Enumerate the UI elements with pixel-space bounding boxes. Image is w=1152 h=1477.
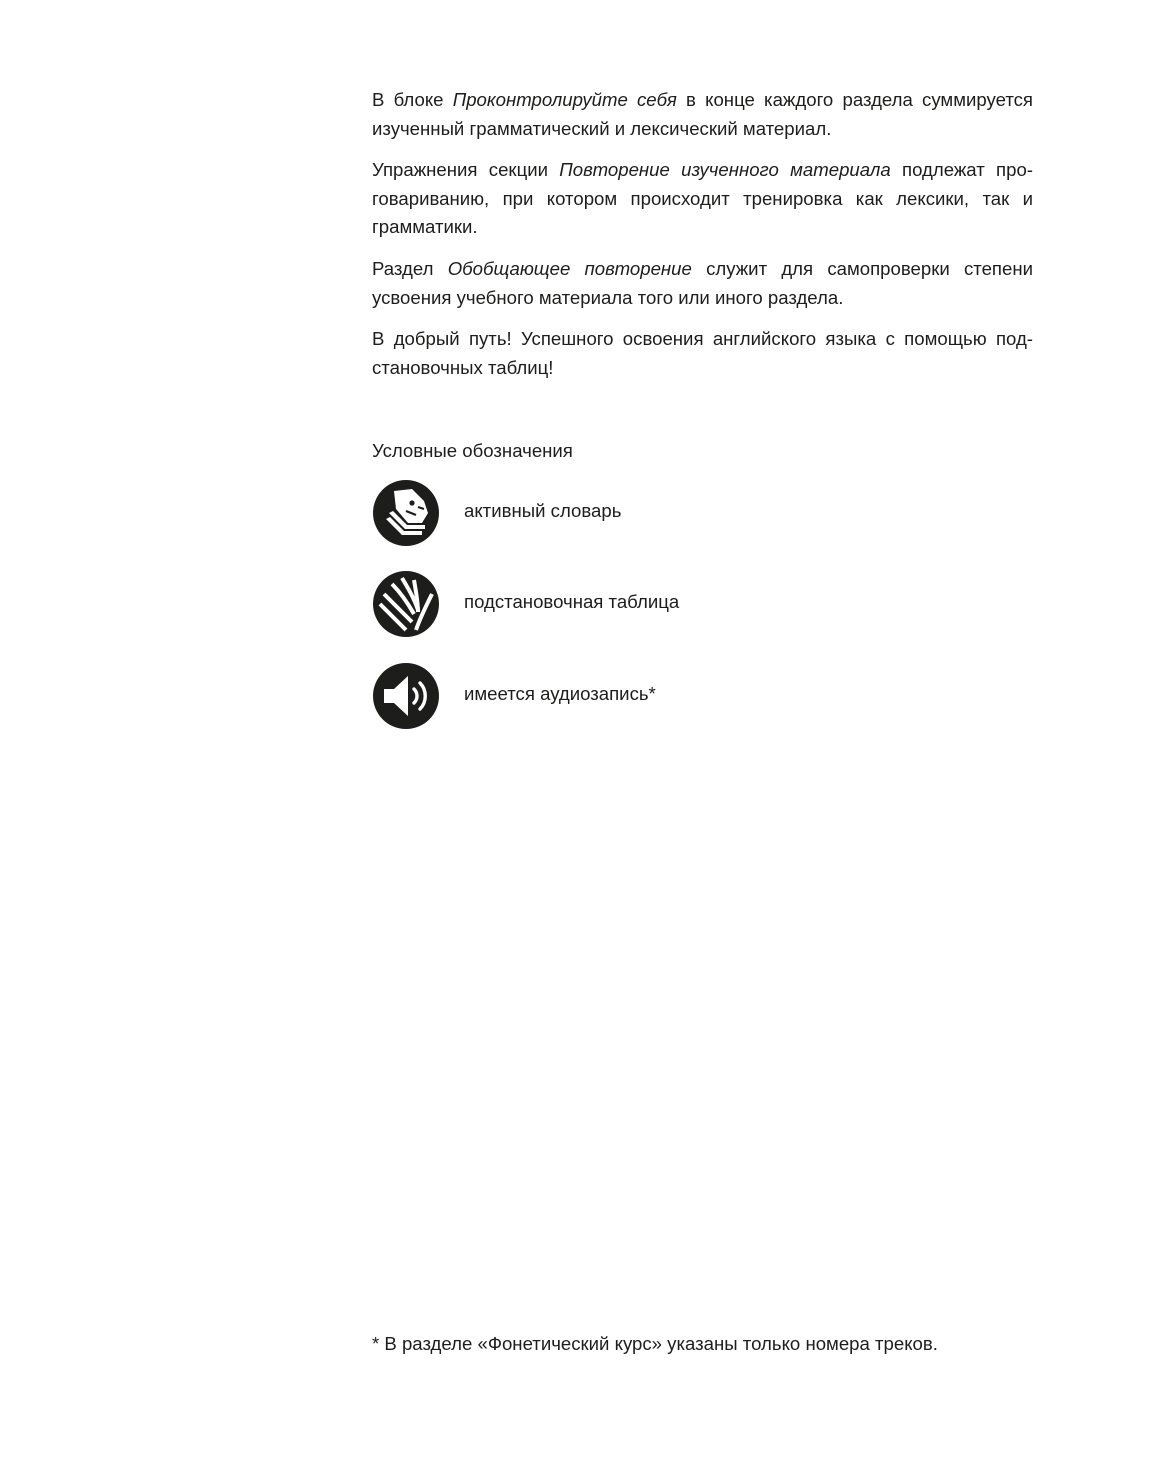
footnote: * В разделе «Фонетический курс» указаны только номера треков. [372,1333,938,1354]
vocabulary-icon [372,479,440,547]
section-name-general-review: Обобщающее повторение [447,257,692,279]
legend-label-vocabulary: активный словарь [464,500,622,521]
legend [372,438,1033,704]
paragraph-general-review: Раздел Обобщающее повторение служит для самопроверки степени усвоения учебного материала того или иного раздела. [372,257,1033,308]
paragraph-self-check: В блоке Проконтролируйте себя в конце каждого раздела суммируется изученный грамматический и лексический материал. [372,89,1033,139]
intro-text [372,86,1033,395]
legend-label-substitution-table: подстановочная таблица [464,591,680,612]
paragraph-good-luck: В добрый путь! Успешного освоения английского языка с помощью подстановочных таблиц! [372,328,1033,378]
audio-icon [372,662,440,730]
paragraph-review-exercises: Упражнения секции Повторение изученного материала подлежат проговариванию, при котором происходит тренировка как лексики, так и грамматики. [372,159,1033,238]
legend-item-substitution-table [372,570,872,638]
legend-item-audio [372,662,872,730]
legend-label-audio: имеется аудиозапись* [464,683,656,704]
section-name-self-check: Проконтролируйте себя [452,89,677,110]
legend-item-vocabulary [372,479,872,547]
legend-title: Условные обозначения [372,440,573,461]
substitution-table-icon [372,570,440,638]
section-name-review: Повторение изученного материала [559,159,891,181]
